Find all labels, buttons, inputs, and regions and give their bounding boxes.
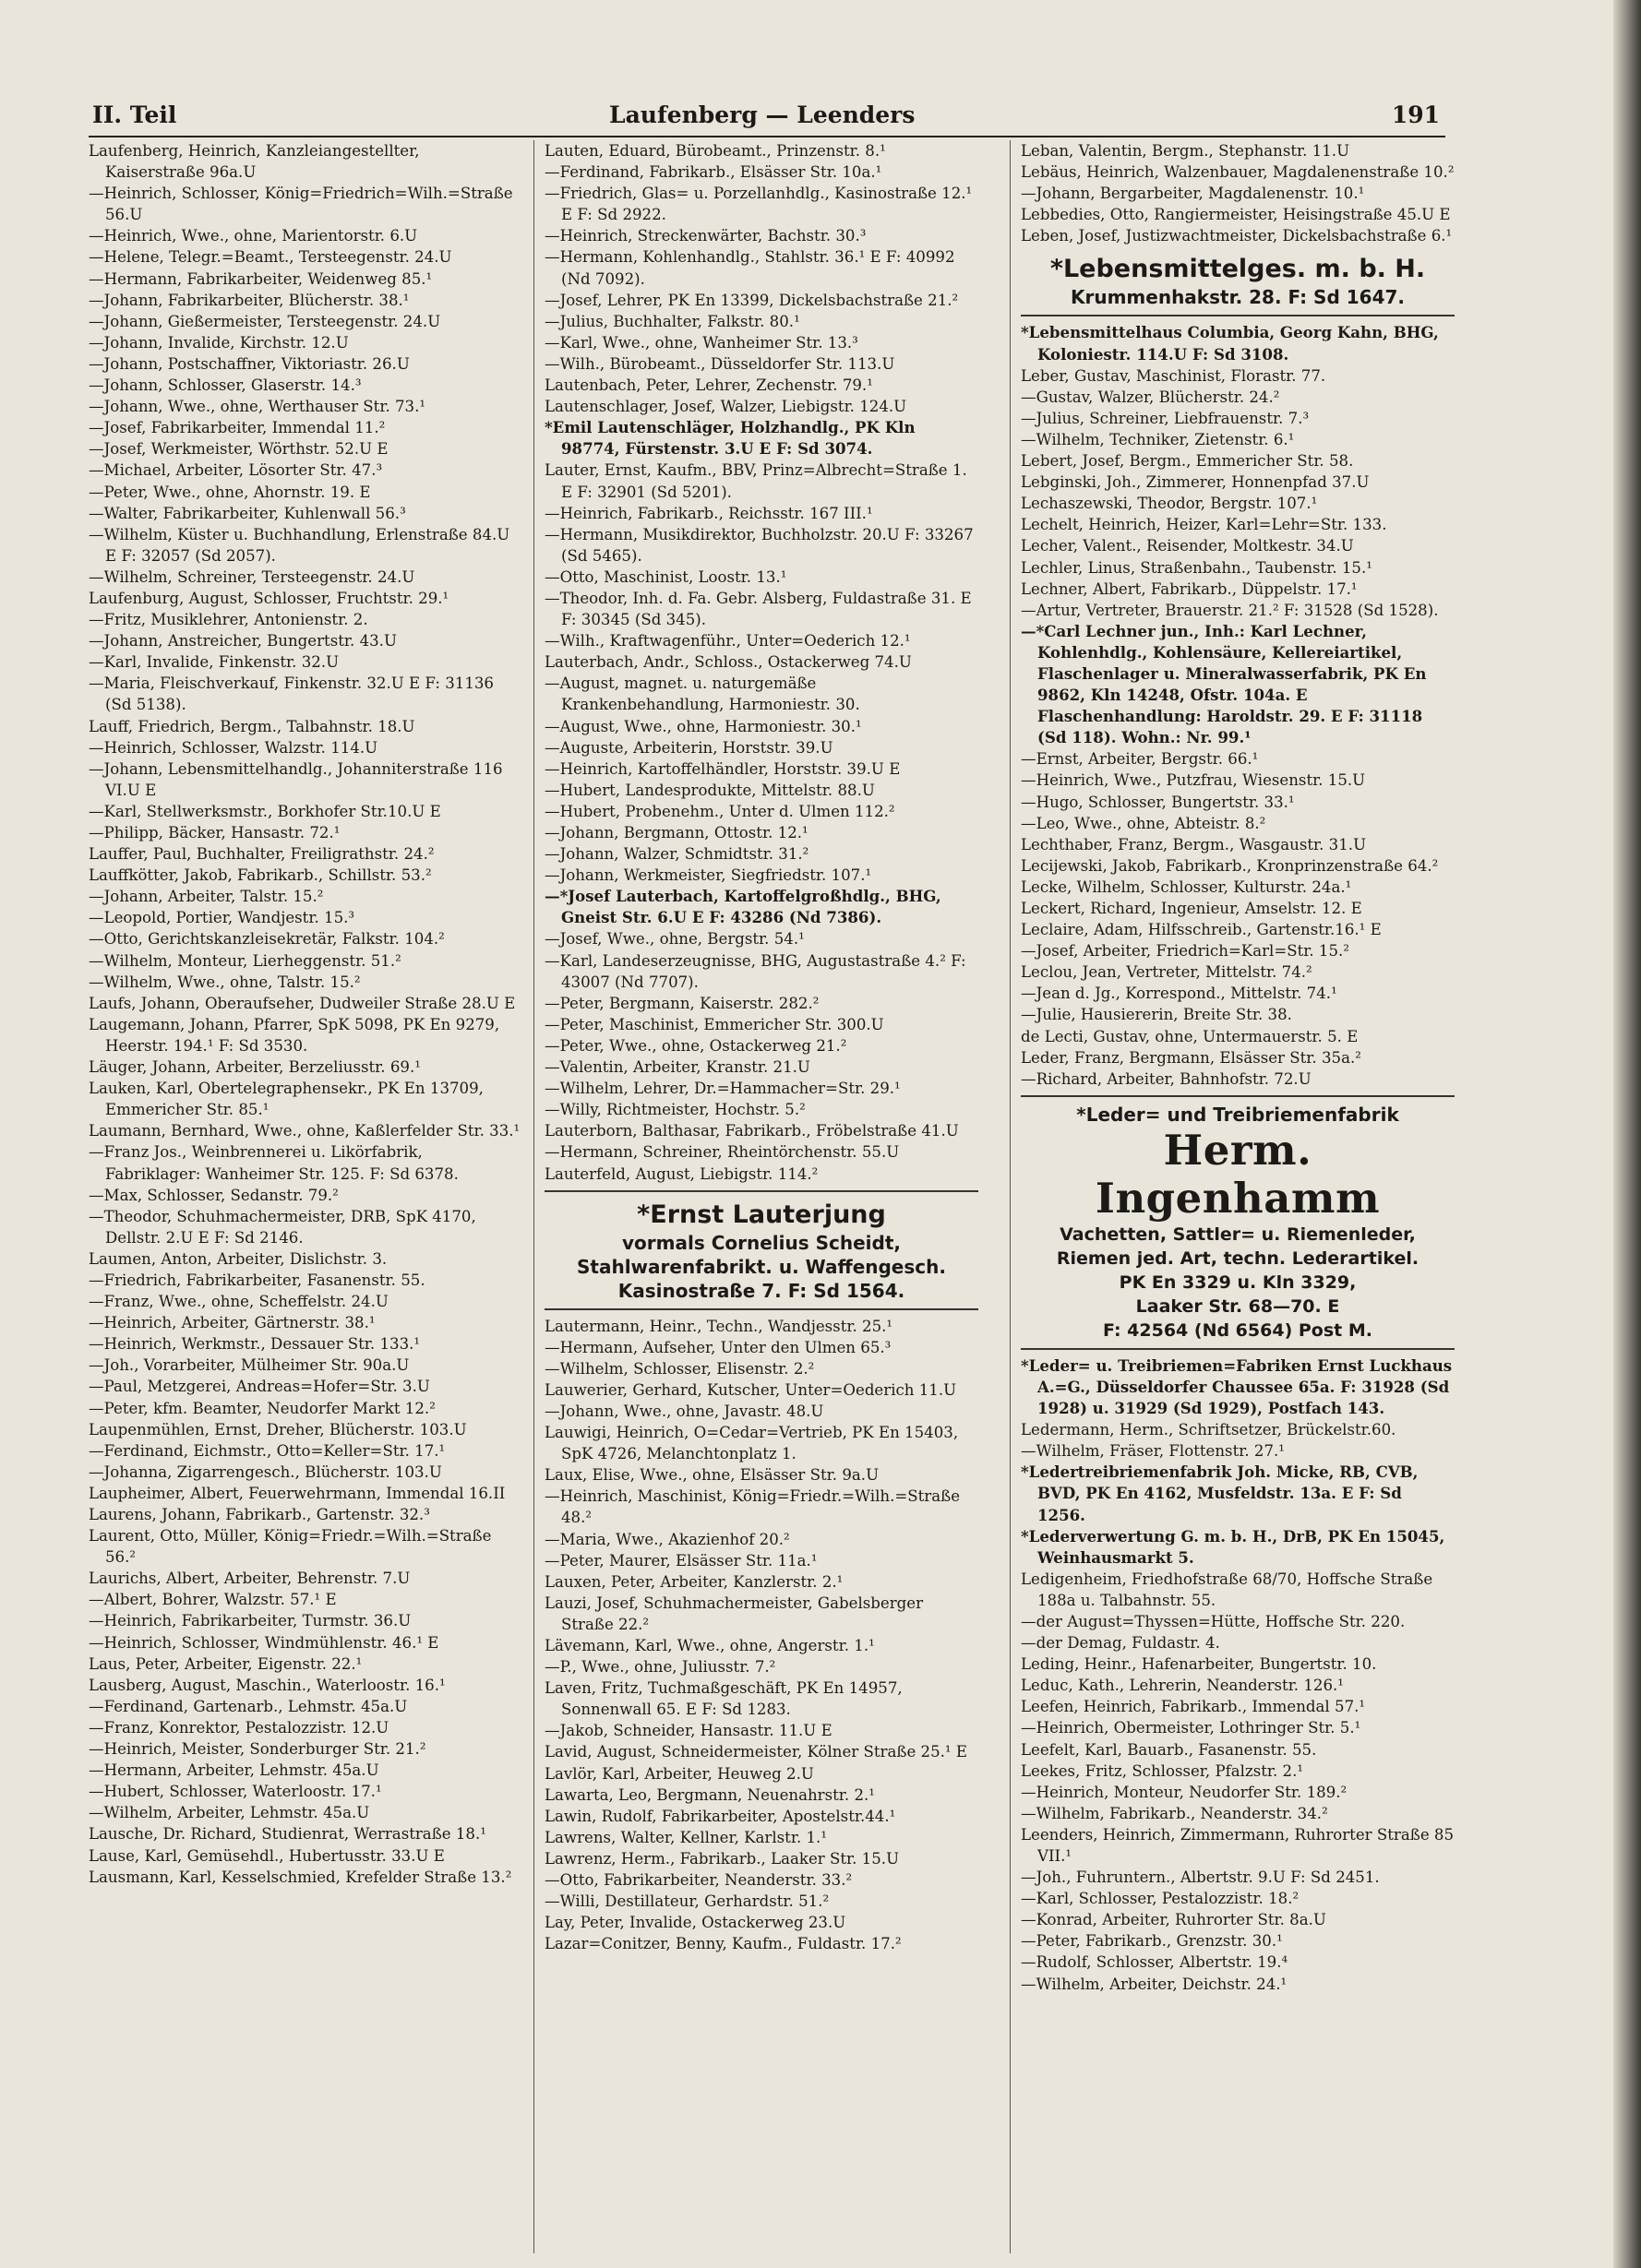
directory-entry: Leben, Josef, Justizwachtmeister, Dickelsbachstraße 6.¹ bbox=[1021, 227, 1453, 245]
directory-entry: Laurichs, Albert, Arbeiter, Behrenstr. 7.U bbox=[89, 1570, 411, 1588]
directory-entry: Lechler, Linus, Straßenbahn., Taubenstr. 15.¹ bbox=[1021, 558, 1372, 577]
directory-entry: Ledigenheim, Friedhofstraße 68/70, Hoffsche Straße 188a u. Talbahnstr. 55. bbox=[1021, 1570, 1433, 1609]
directory-entry: —Heinrich, Monteur, Neudorfer Str. 189.² bbox=[1021, 1783, 1348, 1801]
directory-entry: —der Demag, Fuldastr. 4. bbox=[1021, 1634, 1220, 1653]
directory-entry: Lechaszewski, Theodor, Bergstr. 107.¹ bbox=[1021, 495, 1318, 513]
directory-entry: —*Josef Lauterbach, Kartoffelgroßhdlg., BHG, Gneist Str. 6.U E F: 43286 (Nd 7386). bbox=[545, 887, 941, 927]
directory-entry: Lecke, Wilhelm, Schlosser, Kulturstr. 24a.¹ bbox=[1021, 877, 1352, 896]
directory-entry: —Wilh., Bürobeamt., Düsseldorfer Str. 113.U bbox=[545, 354, 895, 373]
directory-entry: —Heinrich, Fabrikarb., Reichsstr. 167 III.¹ bbox=[545, 504, 873, 522]
directory-entry: —Rudolf, Schlosser, Albertstr. 19.⁴ bbox=[1021, 1953, 1288, 1972]
directory-entry: Lebert, Josef, Bergm., Emmericher Str. 58. bbox=[1021, 452, 1354, 471]
directory-entry: —Franz, Wwe., ohne, Scheffelstr. 24.U bbox=[89, 1293, 389, 1311]
directory-entry: Lautenbach, Peter, Lehrer, Zechenstr. 79.¹ bbox=[545, 376, 873, 395]
directory-entry: Leckert, Richard, Ingenieur, Amselstr. 12. E bbox=[1021, 900, 1362, 917]
directory-entry: —Hubert, Schlosser, Waterloostr. 17.¹ bbox=[89, 1783, 382, 1801]
directory-entry: —Ferdinand, Fabrikarb., Elsässer Str. 10a.¹ bbox=[545, 163, 882, 182]
directory-entry: *Leder= u. Treibriemen=Fabriken Ernst Luckhaus A.=G., Düsseldorfer Chaussee 65a. F: 31928 (Sd 1928) u. 31929 (Sd 1929), Postfach 143. bbox=[1021, 1355, 1453, 1418]
directory-entry: —Johann, Lebensmittelhandlg., Johanniterstraße 116 VI.U E bbox=[89, 759, 503, 799]
directory-entry: —Julius, Buchhalter, Falkstr. 80.¹ bbox=[545, 312, 800, 330]
directory-entry: Laurens, Johann, Fabrikarb., Gartenstr. 32.³ bbox=[89, 1506, 430, 1523]
directory-entry: Leduc, Kath., Lehrerin, Neanderstr. 126.¹ bbox=[1021, 1677, 1344, 1695]
directory-entry: —Hubert, Landesprodukte, Mittelstr. 88.U bbox=[545, 781, 875, 799]
directory-entry: —Helene, Telegr.=Beamt., Tersteegenstr. 24.U bbox=[89, 248, 452, 267]
directory-entry: —Peter, kfm. Beamter, Neudorfer Markt 12.² bbox=[89, 1399, 436, 1417]
directory-entry: —Auguste, Arbeiterin, Horststr. 39.U bbox=[545, 738, 833, 757]
directory-entry: —Karl, Wwe., ohne, Wanheimer Str. 13.³ bbox=[545, 333, 858, 352]
directory-entry: —Johann, Schlosser, Glaserstr. 14.³ bbox=[89, 376, 362, 395]
directory-entry: Lävemann, Karl, Wwe., ohne, Angerstr. 1.¹ bbox=[545, 1637, 875, 1654]
directory-entry: —Johann, Invalide, Kirchstr. 12.U bbox=[89, 333, 349, 352]
directory-entry: Lazar=Conitzer, Benny, Kaufm., Fuldastr. 17.² bbox=[545, 1935, 902, 1953]
directory-entry: —Artur, Vertreter, Brauerstr. 21.² F: 31528 (Sd 1528). bbox=[1021, 601, 1439, 619]
directory-entry: Lebbedies, Otto, Rangiermeister, Heisingstraße 45.U E bbox=[1021, 206, 1451, 224]
directory-entry: —Heinrich, Fabrikarbeiter, Turmstr. 36.U bbox=[89, 1612, 412, 1630]
directory-entry: Lauwerier, Gerhard, Kutscher, Unter=Oederich 11.U bbox=[545, 1380, 957, 1399]
directory-entry: Laufenburg, August, Schlosser, Fruchtstr. 29.¹ bbox=[89, 589, 449, 607]
directory-entry: —Hermann, Schreiner, Rheintörchenstr. 55.U bbox=[545, 1143, 900, 1162]
column-right bbox=[1021, 140, 1455, 1995]
directory-entry: —Peter, Fabrikarb., Grenzstr. 30.¹ bbox=[1021, 1932, 1283, 1951]
directory-entry: Lavlör, Karl, Arbeiter, Heuweg 2.U bbox=[545, 1764, 814, 1783]
directory-entry: Lebäus, Heinrich, Walzenbauer, Magdalenenstraße 10.² bbox=[1021, 163, 1455, 182]
column-left bbox=[89, 140, 522, 1888]
directory-entry: Laugemann, Johann, Pfarrer, SpK 5098, PK En 9279, Heerstr. 194.¹ F: Sd 3530. bbox=[89, 1015, 500, 1055]
directory-entry: —Otto, Maschinist, Loostr. 13.¹ bbox=[545, 567, 787, 586]
directory-entry: Lauken, Karl, Obertelegraphensekr., PK En 13709, Emmericher Str. 85.¹ bbox=[89, 1080, 484, 1119]
directory-entry: —Hermann, Fabrikarbeiter, Weidenweg 85.¹ bbox=[89, 269, 433, 288]
directory-entry: —Johann, Postschaffner, Viktoriastr. 26.U bbox=[89, 354, 410, 373]
page-number: 191 bbox=[1391, 101, 1440, 128]
ad-line: Kasinostraße 7. F: Sd 1564. bbox=[617, 1279, 905, 1302]
directory-entry: —Wilhelm, Fräser, Flottenstr. 27.¹ bbox=[1021, 1442, 1285, 1461]
directory-entry: Leder, Franz, Bergmann, Elsässer Str. 35a.² bbox=[1021, 1048, 1361, 1067]
directory-entry: Lecher, Valent., Reisender, Moltkestr. 34.U bbox=[1021, 537, 1354, 555]
directory-entry: de Lecti, Gustav, ohne, Untermauerstr. 5. E bbox=[1021, 1027, 1359, 1045]
ad-rule bbox=[545, 1308, 978, 1310]
directory-entry: —Karl, Schlosser, Pestalozzistr. 18.² bbox=[1021, 1890, 1300, 1908]
directory-entry: —Wilhelm, Küster u. Buchhandlung, Erlenstraße 84.U E F: 32057 (Sd 2057). bbox=[89, 525, 510, 565]
directory-entry: —Jean d. Jg., Korrespond., Mittelstr. 74.¹ bbox=[1021, 985, 1337, 1003]
directory-entry: Lechelt, Heinrich, Heizer, Karl=Lehr=Str. 133. bbox=[1021, 516, 1387, 534]
directory-entry: —Franz Jos., Weinbrennerei u. Likörfabrik, Fabriklager: Wanheimer Str. 125. F: Sd 6378. bbox=[89, 1143, 459, 1183]
directory-entry: —Julius, Schreiner, Liebfrauenstr. 7.³ bbox=[1021, 409, 1310, 427]
directory-entry: Lausberg, August, Maschin., Waterloostr. 16.¹ bbox=[89, 1676, 446, 1694]
directory-entry: —P., Wwe., ohne, Juliusstr. 7.² bbox=[545, 1658, 776, 1677]
directory-entry: —Wilhelm, Fabrikarb., Neanderstr. 34.² bbox=[1021, 1804, 1328, 1822]
directory-entry: —Gustav, Walzer, Blücherstr. 24.² bbox=[1021, 388, 1280, 406]
directory-entry: —Joh., Vorarbeiter, Mülheimer Str. 90a.U bbox=[89, 1356, 410, 1375]
ad-rule bbox=[1021, 315, 1455, 316]
directory-entry: —Johann, Wwe., ohne, Werthauser Str. 73.¹ bbox=[89, 398, 426, 416]
directory-entry: *Emil Lautenschläger, Holzhandlg., PK Kln 98774, Fürstenstr. 3.U E F: Sd 3074. bbox=[545, 418, 916, 459]
directory-entry: —Max, Schlosser, Sedanstr. 79.² bbox=[89, 1186, 339, 1204]
ad-line: vormals Cornelius Scheidt, bbox=[622, 1231, 901, 1254]
directory-entry: Lechthaber, Franz, Bergm., Wasgaustr. 31.U bbox=[1021, 835, 1367, 853]
directory-entry: —Hubert, Probenehm., Unter d. Ulmen 112.² bbox=[545, 802, 895, 820]
directory-entry: Lawarta, Leo, Bergmann, Neuenahrstr. 2.¹ bbox=[545, 1785, 875, 1804]
column-divider bbox=[1010, 140, 1011, 2253]
ad-company-name: Herm. Ingenhamm bbox=[1095, 1125, 1381, 1223]
ad-rule bbox=[1021, 1095, 1455, 1097]
section-label: II. Teil bbox=[92, 101, 177, 128]
directory-entry: Leclaire, Adam, Hilfsschreib., Gartenstr.16.¹ E bbox=[1021, 921, 1382, 939]
directory-entry: —der August=Thyssen=Hütte, Hoffsche Str. 220. bbox=[1021, 1612, 1406, 1630]
directory-entry: —Julie, Hausiererin, Breite Str. 38. bbox=[1021, 1006, 1292, 1024]
directory-entry: Lavid, August, Schneidermeister, Kölner Straße 25.¹ E bbox=[545, 1743, 967, 1761]
directory-entry: —Hermann, Kohlenhandlg., Stahlstr. 36.¹ E F: 40992 (Nd 7092). bbox=[545, 248, 955, 288]
column-middle bbox=[545, 140, 978, 1954]
directory-entry: Lawrenz, Herm., Fabrikarb., Laaker Str. 15.U bbox=[545, 1849, 900, 1868]
page-edge bbox=[1613, 0, 1641, 2268]
directory-entry: —Karl, Stellwerksmstr., Borkhofer Str.10.U E bbox=[89, 802, 441, 820]
ad-rule bbox=[1021, 1348, 1455, 1350]
directory-entry: Leding, Heinr., Hafenarbeiter, Bungertstr. 10. bbox=[1021, 1655, 1377, 1674]
directory-entry: —Heinrich, Meister, Sonderburger Str. 21.² bbox=[89, 1740, 426, 1759]
directory-entry: —Richard, Arbeiter, Bahnhofstr. 72.U bbox=[1021, 1069, 1312, 1088]
header-rule bbox=[89, 136, 1445, 137]
ad-line: *Leder= und Treibriemenfabrik bbox=[1076, 1103, 1399, 1126]
directory-entry: Lawin, Rudolf, Fabrikarbeiter, Apostelstr.44.¹ bbox=[545, 1807, 896, 1825]
directory-entry: —Hermann, Arbeiter, Lehmstr. 45a.U bbox=[89, 1761, 379, 1780]
directory-entry: Laumen, Anton, Arbeiter, Dislichstr. 3. bbox=[89, 1249, 388, 1268]
directory-entry: —Heinrich, Wwe., ohne, Marientorstr. 6.U bbox=[89, 227, 418, 245]
directory-entry: —*Carl Lechner jun., Inh.: Karl Lechner, Kohlenhdlg., Kohlensäure, Kellereiartikel, Flaschenlager u. Mineralwasserfabrik, PK En 9862, Kln 14248, Ofstr. 104a. E Flaschenhandlung: Haroldstr. 29. E F: 31118 (Sd 118). Wohn.: Nr. 99.¹ bbox=[1021, 621, 1427, 747]
directory-entry: —Philipp, Bäcker, Hansastr. 72.¹ bbox=[89, 824, 341, 842]
directory-entry: —Heinrich, Schlosser, Windmühlenstr. 46.¹ E bbox=[89, 1633, 439, 1652]
directory-entry: —Johann, Gießermeister, Tersteegenstr. 24.U bbox=[89, 312, 441, 330]
directory-entry: —Wilhelm, Arbeiter, Deichstr. 24.¹ bbox=[1021, 1975, 1288, 1993]
directory-entry: —Josef, Fabrikarbeiter, Immendal 11.² bbox=[89, 419, 386, 437]
directory-entry: —Maria, Wwe., Akazienhof 20.² bbox=[545, 1530, 790, 1548]
directory-entry: Lecijewski, Jakob, Fabrikarb., Kronprinzenstraße 64.² bbox=[1021, 856, 1439, 875]
directory-entry: —Karl, Invalide, Finkenstr. 32.U bbox=[89, 653, 340, 672]
directory-entry: —Johann, Wwe., ohne, Javastr. 48.U bbox=[545, 1402, 824, 1420]
directory-entry: Lausmann, Karl, Kesselschmied, Krefelder Straße 13.² bbox=[89, 1868, 512, 1886]
directory-entry: —Walter, Fabrikarbeiter, Kuhlenwall 56.³ bbox=[89, 504, 406, 522]
directory-entry: —Ferdinand, Eichmstr., Otto=Keller=Str. 17.¹ bbox=[89, 1441, 446, 1460]
directory-entry: —Wilhelm, Monteur, Lierheggenstr. 51.² bbox=[89, 951, 401, 970]
directory-entry: —Heinrich, Obermeister, Lothringer Str. 5.¹ bbox=[1021, 1719, 1361, 1737]
directory-entry: —Willy, Richtmeister, Hochstr. 5.² bbox=[545, 1101, 806, 1119]
ad-line: Krummenhakstr. 28. F: Sd 1647. bbox=[1070, 286, 1406, 309]
directory-entry: —Hugo, Schlosser, Bungertstr. 33.¹ bbox=[1021, 793, 1295, 811]
directory-entry: —Wilhelm, Techniker, Zietenstr. 6.¹ bbox=[1021, 430, 1295, 448]
directory-entry: —Heinrich, Schlosser, Walzstr. 114.U bbox=[89, 738, 378, 757]
directory-entry: Lauterborn, Balthasar, Fabrikarb., Fröbelstraße 41.U bbox=[545, 1122, 959, 1140]
directory-entry: —Peter, Maurer, Elsässer Str. 11a.¹ bbox=[545, 1551, 818, 1570]
ad-line: Laaker Str. 68—70. E bbox=[1135, 1295, 1340, 1317]
ad-line: PK En 3329 u. Kln 3329, bbox=[1119, 1271, 1357, 1293]
directory-entry: —Wilhelm, Lehrer, Dr.=Hammacher=Str. 29.¹ bbox=[545, 1080, 901, 1098]
directory-entry: —Wilhelm, Arbeiter, Lehmstr. 45a.U bbox=[89, 1804, 370, 1822]
directory-entry: —Leo, Wwe., ohne, Abteistr. 8.² bbox=[1021, 814, 1266, 832]
directory-entry: —Friedrich, Glas= u. Porzellanhdlg., Kasinostraße 12.¹ E F: Sd 2922. bbox=[545, 185, 973, 224]
directory-entry: —Wilhelm, Schreiner, Tersteegenstr. 24.U bbox=[89, 567, 415, 586]
directory-entry: —Johann, Arbeiter, Talstr. 15.² bbox=[89, 888, 324, 906]
directory-entry: —Albert, Bohrer, Walzstr. 57.¹ E bbox=[89, 1591, 337, 1609]
directory-entry: Laus, Peter, Arbeiter, Eigenstr. 22.¹ bbox=[89, 1654, 363, 1673]
directory-entry: —Peter, Bergmann, Kaiserstr. 282.² bbox=[545, 994, 820, 1012]
directory-entry: Lauzi, Josef, Schuhmachermeister, Gabelsberger Straße 22.² bbox=[545, 1594, 924, 1633]
directory-entry: —Hermann, Musikdirektor, Buchholzstr. 20.U F: 33267 (Sd 5465). bbox=[545, 525, 974, 565]
directory-entry: —Johann, Anstreicher, Bungertstr. 43.U bbox=[89, 632, 397, 651]
directory-entry: —Friedrich, Fabrikarbeiter, Fasanenstr. 55. bbox=[89, 1271, 425, 1289]
directory-entry: —Jakob, Schneider, Hansastr. 11.U E bbox=[545, 1722, 832, 1740]
directory-entry: —Ernst, Arbeiter, Bergstr. 66.¹ bbox=[1021, 750, 1259, 769]
directory-entry: —Peter, Maschinist, Emmericher Str. 300.U bbox=[545, 1015, 884, 1033]
directory-entry: —Johanna, Zigarrengesch., Blücherstr. 103.U bbox=[89, 1462, 442, 1481]
directory-entry: Lautenschlager, Josef, Walzer, Liebigstr. 124.U bbox=[545, 398, 907, 416]
directory-entry: —Otto, Fabrikarbeiter, Neanderstr. 33.² bbox=[545, 1871, 853, 1890]
directory-entry: —Josef, Wwe., ohne, Bergstr. 54.¹ bbox=[545, 930, 805, 949]
directory-entry: —Josef, Werkmeister, Wörthstr. 52.U E bbox=[89, 440, 389, 459]
directory-entry: Ledermann, Herm., Schriftsetzer, Brückelstr.60. bbox=[1021, 1421, 1396, 1439]
directory-entry: —Josef, Arbeiter, Friedrich=Karl=Str. 15.² bbox=[1021, 942, 1349, 961]
directory-entry: Lay, Peter, Invalide, Ostackerweg 23.U bbox=[545, 1914, 846, 1932]
directory-entry: *Lederverwertung G. m. b. H., DrB, PK En 15045, Weinhausmarkt 5. bbox=[1021, 1526, 1445, 1567]
directory-entry: Lechner, Albert, Fabrikarb., Düppelstr. 17.¹ bbox=[1021, 579, 1358, 598]
directory-entry: —Hermann, Aufseher, Unter den Ulmen 65.³ bbox=[545, 1338, 892, 1356]
directory-entry: —Johann, Walzer, Schmidtstr. 31.² bbox=[545, 845, 809, 864]
directory-entry: —Josef, Lehrer, PK En 13399, Dickelsbachstraße 21.² bbox=[545, 291, 959, 309]
directory-entry: Lauff, Friedrich, Bergm., Talbahnstr. 18.U bbox=[89, 717, 415, 735]
directory-entry: —Heinrich, Wwe., Putzfrau, Wiesenstr. 15.U bbox=[1021, 771, 1366, 790]
directory-entry: —Johann, Fabrikarbeiter, Blücherstr. 38.¹ bbox=[89, 291, 410, 309]
directory-entry: —Otto, Gerichtskanzleisekretär, Falkstr. 104.² bbox=[89, 930, 445, 949]
ad-line: Riemen jed. Art, techn. Lederartikel. bbox=[1056, 1247, 1419, 1269]
directory-entry: —Leopold, Portier, Wandjestr. 15.³ bbox=[89, 909, 355, 927]
directory-entry: —Fritz, Musiklehrer, Antonienstr. 2. bbox=[89, 611, 368, 629]
ad-line: Vachetten, Sattler= u. Riemenleder, bbox=[1060, 1224, 1416, 1245]
running-title: Laufenberg — Leenders bbox=[609, 101, 916, 128]
directory-entry: —Theodor, Schuhmachermeister, DRB, SpK 4170, Dellstr. 2.U E F: Sd 2146. bbox=[89, 1207, 476, 1247]
ad-title: *Lebensmittelges. m. b. H. bbox=[1049, 255, 1426, 284]
directory-entry: Laupheimer, Albert, Feuerwehrmann, Immendal 16.II bbox=[89, 1484, 506, 1502]
directory-entry: Leber, Gustav, Maschinist, Florastr. 77. bbox=[1021, 366, 1326, 385]
directory-entry: Leenders, Heinrich, Zimmermann, Ruhrorter Straße 85 VII.¹ bbox=[1021, 1825, 1455, 1865]
directory-entry: —Johann, Bergmann, Ottostr. 12.¹ bbox=[545, 824, 809, 842]
directory-entry: —Heinrich, Arbeiter, Gärtnerstr. 38.¹ bbox=[89, 1314, 376, 1332]
directory-entry: —Karl, Landeserzeugnisse, BHG, Augustastraße 4.² F: 43007 (Nd 7707). bbox=[545, 951, 966, 991]
ad-line: Stahlwarenfabrikt. u. Waffengesch. bbox=[577, 1255, 946, 1278]
directory-entry: —Heinrich, Streckenwärter, Bachstr. 30.³ bbox=[545, 227, 867, 245]
column-divider bbox=[533, 140, 534, 2253]
directory-entry: Lawrens, Walter, Kellner, Karlstr. 1.¹ bbox=[545, 1828, 827, 1846]
directory-entry: Laupenmühlen, Ernst, Dreher, Blücherstr. 103.U bbox=[89, 1420, 467, 1438]
directory-entry: Lauterfeld, August, Liebigstr. 114.² bbox=[545, 1164, 819, 1183]
directory-entry: Laven, Fritz, Tuchmaßgeschäft, PK En 14957, Sonnenwall 65. E F: Sd 1283. bbox=[545, 1679, 903, 1719]
directory-entry: —Ferdinand, Gartenarb., Lehmstr. 45a.U bbox=[89, 1697, 408, 1715]
directory-entry: —August, Wwe., ohne, Harmoniestr. 30.¹ bbox=[545, 717, 862, 735]
directory-entry: —Joh., Fuhruntern., Albertstr. 9.U F: Sd 2451. bbox=[1021, 1868, 1380, 1887]
directory-entry: —Paul, Metzgerei, Andreas=Hofer=Str. 3.U bbox=[89, 1378, 430, 1396]
directory-entry: Lautermann, Heinr., Techn., Wandjesstr. 25.¹ bbox=[545, 1317, 893, 1335]
directory-entry: Laufs, Johann, Oberaufseher, Dudweiler Straße 28.U E bbox=[89, 994, 516, 1012]
directory-entry: —Heinrich, Werkmstr., Dessauer Str. 133.¹ bbox=[89, 1335, 421, 1354]
directory-entry: Lauffer, Paul, Buchhalter, Freiligrathstr. 24.² bbox=[89, 845, 435, 864]
directory-entry: Lausche, Dr. Richard, Studienrat, Werrastraße 18.¹ bbox=[89, 1825, 486, 1844]
directory-entry: —Theodor, Inh. d. Fa. Gebr. Alsberg, Fuldastraße 31. E F: 30345 (Sd 345). bbox=[545, 589, 972, 629]
directory-entry: —Johann, Bergarbeiter, Magdalenenstr. 10.¹ bbox=[1021, 185, 1365, 203]
directory-entry: Leefelt, Karl, Bauarb., Fasanenstr. 55. bbox=[1021, 1740, 1317, 1759]
directory-entry: Leefen, Heinrich, Fabrikarb., Immendal 57.¹ bbox=[1021, 1698, 1366, 1716]
directory-entry: Läuger, Johann, Arbeiter, Berzeliusstr. 69.¹ bbox=[89, 1058, 421, 1077]
directory-entry: Lauffkötter, Jakob, Fabrikarb., Schillstr. 53.² bbox=[89, 866, 432, 885]
directory-entry: Laux, Elise, Wwe., ohne, Elsässer Str. 9a.U bbox=[545, 1466, 880, 1485]
directory-entry: —Heinrich, Schlosser, König=Friedrich=Wilh.=Straße 56.U bbox=[89, 185, 513, 224]
directory-entry: *Ledertreibriemenfabrik Joh. Micke, RB, CVB, BVD, PK En 4162, Musfeldstr. 13a. E F: Sd 1256. bbox=[1021, 1462, 1419, 1524]
directory-entry: —Peter, Wwe., ohne, Ostackerweg 21.² bbox=[545, 1036, 847, 1055]
directory-entry: Laumann, Bernhard, Wwe., ohne, Kaßlerfelder Str. 33.¹ bbox=[89, 1122, 521, 1140]
directory-entry: *Lebensmittelhaus Columbia, Georg Kahn, BHG, Koloniestr. 114.U F: Sd 3108. bbox=[1021, 323, 1439, 364]
directory-entry: —Valentin, Arbeiter, Kranstr. 21.U bbox=[545, 1058, 810, 1077]
directory-entry: Lauten, Eduard, Bürobeamt., Prinzenstr. 8.¹ bbox=[545, 142, 886, 160]
directory-entry: —Wilhelm, Schlosser, Elisenstr. 2.² bbox=[545, 1359, 815, 1378]
directory-entry: —Heinrich, Kartoffelhändler, Horststr. 39.U E bbox=[545, 759, 901, 778]
page-header bbox=[92, 101, 1440, 135]
directory-entry: —Franz, Konrektor, Pestalozzistr. 12.U bbox=[89, 1718, 389, 1737]
directory-entry: —August, magnet. u. naturgemäße Krankenbehandlung, Harmoniestr. 30. bbox=[545, 674, 860, 714]
directory-entry: Lauter, Ernst, Kaufm., BBV, Prinz=Albrecht=Straße 1. E F: 32901 (Sd 5201). bbox=[545, 461, 967, 501]
directory-entry: —Wilhelm, Wwe., ohne, Talstr. 15.² bbox=[89, 973, 361, 991]
ad-title: *Ernst Lauterjung bbox=[637, 1200, 886, 1229]
directory-entry: —Heinrich, Maschinist, König=Friedr.=Wilh.=Straße 48.² bbox=[545, 1487, 961, 1527]
directory-entry: Lauwigi, Heinrich, O=Cedar=Vertrieb, PK En 15403, SpK 4726, Melanchtonplatz 1. bbox=[545, 1424, 959, 1463]
directory-entry: —Wilh., Kraftwagenführ., Unter=Oederich 12.¹ bbox=[545, 632, 911, 651]
directory-entry: Laurent, Otto, Müller, König=Friedr.=Wilh.=Straße 56.² bbox=[89, 1527, 492, 1567]
directory-entry: Lebginski, Joh., Zimmerer, Honnenpfad 37.U bbox=[1021, 473, 1370, 492]
directory-entry: —Willi, Destillateur, Gerhardstr. 51.² bbox=[545, 1892, 830, 1911]
ad-line: F: 42564 (Nd 6564) Post M. bbox=[1103, 1319, 1372, 1341]
directory-entry: Leclou, Jean, Vertreter, Mittelstr. 74.² bbox=[1021, 963, 1312, 982]
directory-entry: Lause, Karl, Gemüsehdl., Hubertusstr. 33.U E bbox=[89, 1846, 445, 1865]
directory-entry: —Michael, Arbeiter, Lösorter Str. 47.³ bbox=[89, 461, 383, 480]
directory-entry: Lauterbach, Andr., Schloss., Ostackerweg 74.U bbox=[545, 653, 912, 672]
directory-entry: —Johann, Werkmeister, Siegfriedstr. 107.¹ bbox=[545, 866, 872, 885]
directory-entry: Laufenberg, Heinrich, Kanzleiangestellter, Kaiserstraße 96a.U bbox=[89, 142, 420, 182]
directory-entry: Leban, Valentin, Bergm., Stephanstr. 11.U bbox=[1021, 142, 1350, 160]
directory-entry: —Maria, Fleischverkauf, Finkenstr. 32.U E F: 31136 (Sd 5138). bbox=[89, 674, 494, 714]
directory-entry: —Peter, Wwe., ohne, Ahornstr. 19. E bbox=[89, 483, 371, 501]
directory-entry: —Konrad, Arbeiter, Ruhrorter Str. 8a.U bbox=[1021, 1911, 1326, 1929]
ad-rule bbox=[545, 1190, 978, 1192]
directory-entry: Lauxen, Peter, Arbeiter, Kanzlerstr. 2.¹ bbox=[545, 1572, 844, 1591]
directory-entry: Leekes, Fritz, Schlosser, Pfalzstr. 2.¹ bbox=[1021, 1761, 1304, 1780]
